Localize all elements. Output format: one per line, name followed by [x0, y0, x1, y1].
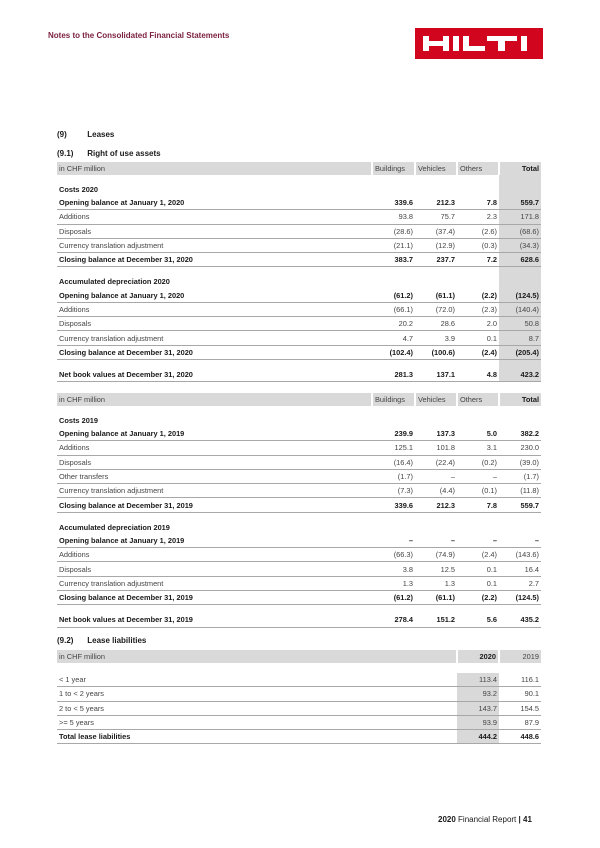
document-section-title: Notes to the Consolidated Financial Statements	[48, 31, 230, 40]
column-header: in CHF million	[57, 162, 372, 175]
column-header: in CHF million	[57, 393, 372, 406]
row-value: 2.7	[499, 576, 541, 590]
table-row	[57, 576, 541, 590]
hilti-logo	[415, 28, 543, 59]
spacer-cell	[415, 605, 457, 614]
section-title: Right of use assets	[87, 149, 161, 158]
spacer-cell	[415, 267, 457, 276]
row-value: 0.1	[457, 331, 499, 345]
spacer-cell	[499, 183, 541, 196]
row-value: (22.4)	[415, 455, 457, 469]
column-header: Total	[499, 162, 541, 175]
spacer-cell	[499, 267, 541, 276]
row-value: 90.1	[499, 687, 541, 701]
row-label: Additions	[57, 441, 372, 455]
column-header: 2019	[499, 650, 541, 663]
table-row	[57, 441, 541, 455]
row-label: 2 to < 5 years	[57, 701, 457, 715]
lease-liabilities-table	[57, 650, 541, 744]
row-value: 423.2	[499, 368, 541, 382]
row-value: 230.0	[499, 441, 541, 455]
spacer-cell	[57, 267, 372, 276]
row-value: (2.4)	[457, 548, 499, 562]
table-row	[57, 302, 541, 316]
row-value: (12.9)	[415, 238, 457, 252]
row-value: 16.4	[499, 562, 541, 576]
spacer-cell	[499, 512, 541, 521]
row-value: 143.7	[457, 701, 499, 715]
row-label: Additions	[57, 548, 372, 562]
row-value: (61.2)	[372, 590, 415, 604]
table-row	[57, 534, 541, 548]
row-value: (124.5)	[499, 288, 541, 302]
row-value: (68.6)	[499, 224, 541, 238]
table-row	[57, 331, 541, 345]
table-header-row	[57, 393, 541, 406]
row-value: 448.6	[499, 730, 541, 744]
spacer-cell	[57, 663, 457, 673]
row-value: (16.4)	[372, 455, 415, 469]
row-label: Additions	[57, 210, 372, 224]
section-number: (9.2)	[57, 636, 74, 645]
table-row	[57, 253, 541, 267]
table-row	[57, 590, 541, 604]
spacer-cell	[499, 275, 541, 288]
column-header: Total	[499, 393, 541, 406]
row-value: (2.2)	[457, 288, 499, 302]
row-value: 4.7	[372, 331, 415, 345]
row-value: (66.1)	[372, 302, 415, 316]
group-title-row	[57, 521, 541, 534]
row-value: 0.1	[457, 576, 499, 590]
spacer-cell	[372, 605, 415, 614]
column-header: 2020	[457, 650, 499, 663]
row-label: Additions	[57, 302, 372, 316]
row-label: Closing balance at December 31, 2019	[57, 498, 372, 512]
row-label: Total lease liabilities	[57, 730, 457, 744]
row-label: >= 5 years	[57, 715, 457, 729]
right-of-use-assets-2020-table	[57, 162, 541, 382]
section-title: Lease liabilities	[87, 636, 147, 645]
spacer-cell	[457, 512, 499, 521]
spacer-cell	[457, 359, 499, 368]
row-value: (61.1)	[415, 288, 457, 302]
spacer-row	[57, 663, 541, 673]
spacer-cell	[499, 406, 541, 414]
spacer-cell	[499, 663, 541, 673]
section-heading-right-of-use-assets	[57, 149, 161, 158]
row-value: –	[372, 534, 415, 548]
table-row	[57, 288, 541, 302]
row-value: (28.6)	[372, 224, 415, 238]
row-label: Opening balance at January 1, 2019	[57, 427, 372, 441]
footer-page-number: 41	[523, 815, 532, 824]
row-value: –	[457, 534, 499, 548]
row-value: 628.6	[499, 253, 541, 267]
group-title-row	[57, 275, 541, 288]
table-row	[57, 701, 541, 715]
spacer-cell	[499, 414, 541, 427]
hilti-logo-icon	[415, 28, 543, 59]
row-label: Disposals	[57, 455, 372, 469]
table-header-row	[57, 162, 541, 175]
row-value: (100.6)	[415, 345, 457, 359]
table-row	[57, 548, 541, 562]
row-value: (102.4)	[372, 345, 415, 359]
row-value: –	[499, 534, 541, 548]
row-value: (2.2)	[457, 590, 499, 604]
row-value: (205.4)	[499, 345, 541, 359]
table-row	[57, 427, 541, 441]
row-value: 93.8	[372, 210, 415, 224]
row-value: 339.6	[372, 196, 415, 210]
row-value: –	[457, 469, 499, 483]
row-value: (61.1)	[415, 590, 457, 604]
spacer-row	[57, 406, 541, 414]
row-label: 1 to < 2 years	[57, 687, 457, 701]
table-header-row	[57, 650, 541, 663]
row-value: 7.2	[457, 253, 499, 267]
spacer-row	[57, 175, 541, 183]
row-value: 5.0	[457, 427, 499, 441]
row-label: Opening balance at January 1, 2019	[57, 534, 372, 548]
right-of-use-assets-2019-table	[57, 393, 541, 628]
table-row	[57, 715, 541, 729]
group-title: Costs 2019	[59, 416, 99, 425]
table-row	[57, 498, 541, 512]
spacer-cell	[415, 512, 457, 521]
footer-report-name: Financial Report	[458, 815, 517, 824]
row-value: 125.1	[372, 441, 415, 455]
spacer-cell	[415, 406, 457, 414]
section-heading-leases	[57, 130, 114, 139]
spacer-cell	[57, 605, 372, 614]
spacer-cell	[457, 406, 499, 414]
row-value: 87.9	[499, 715, 541, 729]
row-value: 137.3	[415, 427, 457, 441]
page-footer	[438, 815, 532, 824]
table-row	[57, 224, 541, 238]
table-row	[57, 687, 541, 701]
spacer-cell	[457, 267, 499, 276]
row-value: (124.5)	[499, 590, 541, 604]
section-number: (9)	[57, 130, 67, 139]
table-row	[57, 368, 541, 382]
row-value: (0.2)	[457, 455, 499, 469]
row-value: 28.6	[415, 317, 457, 331]
row-value: –	[415, 469, 457, 483]
row-value: 7.8	[457, 498, 499, 512]
row-value: (2.6)	[457, 224, 499, 238]
row-value: 444.2	[457, 730, 499, 744]
row-label: Closing balance at December 31, 2020	[57, 345, 372, 359]
row-value: (2.4)	[457, 345, 499, 359]
row-value: (37.4)	[415, 224, 457, 238]
column-header: Others	[457, 393, 499, 406]
row-value: (39.0)	[499, 455, 541, 469]
group-title-row	[57, 183, 541, 196]
column-header: Buildings	[372, 162, 415, 175]
row-value: 171.8	[499, 210, 541, 224]
row-value: (1.7)	[499, 469, 541, 483]
spacer-row	[57, 359, 541, 368]
row-value: 383.7	[372, 253, 415, 267]
row-value: 0.1	[457, 562, 499, 576]
section-heading-lease-liabilities	[57, 636, 146, 645]
column-header: Vehicles	[415, 393, 457, 406]
row-label: Currency translation adjustment	[57, 238, 372, 252]
row-label: Currency translation adjustment	[57, 484, 372, 498]
table-row	[57, 238, 541, 252]
group-title-row	[57, 414, 541, 427]
table-row	[57, 730, 541, 744]
row-value: 559.7	[499, 498, 541, 512]
row-value: (0.1)	[457, 484, 499, 498]
row-label: Opening balance at January 1, 2020	[57, 288, 372, 302]
row-value: 278.4	[372, 613, 415, 627]
column-header: in CHF million	[57, 650, 457, 663]
group-title: Accumulated depreciation 2019	[59, 522, 170, 532]
table-row	[57, 469, 541, 483]
row-value: 3.8	[372, 562, 415, 576]
footer-separator: |	[518, 815, 521, 824]
section-number: (9.1)	[57, 149, 74, 158]
row-value: 154.5	[499, 701, 541, 715]
row-value: (61.2)	[372, 288, 415, 302]
spacer-cell	[457, 605, 499, 614]
table-row	[57, 345, 541, 359]
row-value: 5.6	[457, 613, 499, 627]
spacer-cell	[415, 359, 457, 368]
row-value: (66.3)	[372, 548, 415, 562]
row-value: (143.6)	[499, 548, 541, 562]
row-value: 3.9	[415, 331, 457, 345]
row-value: (4.4)	[415, 484, 457, 498]
row-value: 20.2	[372, 317, 415, 331]
row-value: (11.8)	[499, 484, 541, 498]
row-value: 113.4	[457, 673, 499, 687]
spacer-cell	[372, 267, 415, 276]
spacer-cell	[499, 605, 541, 614]
row-value: 3.1	[457, 441, 499, 455]
spacer-cell	[372, 359, 415, 368]
row-value: (140.4)	[499, 302, 541, 316]
row-value: 8.7	[499, 331, 541, 345]
spacer-cell	[499, 359, 541, 368]
row-label: Disposals	[57, 317, 372, 331]
row-label: Net book values at December 31, 2020	[57, 368, 372, 382]
spacer-cell	[57, 512, 372, 521]
group-title: Accumulated depreciation 2020	[59, 277, 170, 287]
table-row	[57, 455, 541, 469]
spacer-row	[57, 605, 541, 614]
spacer-cell	[57, 175, 372, 183]
row-value: 93.2	[457, 687, 499, 701]
row-value: 237.7	[415, 253, 457, 267]
row-value: (21.1)	[372, 238, 415, 252]
spacer-cell	[499, 175, 541, 183]
row-value: 93.9	[457, 715, 499, 729]
row-label: Disposals	[57, 224, 372, 238]
row-label: < 1 year	[57, 673, 457, 687]
row-label: Net book values at December 31, 2019	[57, 613, 372, 627]
column-header: Buildings	[372, 393, 415, 406]
row-value: (2.3)	[457, 302, 499, 316]
spacer-row	[57, 512, 541, 521]
row-value: 212.3	[415, 196, 457, 210]
row-value: 239.9	[372, 427, 415, 441]
table-row	[57, 613, 541, 627]
table-row	[57, 317, 541, 331]
spacer-cell	[499, 521, 541, 534]
spacer-cell	[457, 175, 499, 183]
row-value: 212.3	[415, 498, 457, 512]
column-header: Vehicles	[415, 162, 457, 175]
row-value: 1.3	[372, 576, 415, 590]
row-value: –	[415, 534, 457, 548]
row-value: 339.6	[372, 498, 415, 512]
row-value: 151.2	[415, 613, 457, 627]
row-value: 137.1	[415, 368, 457, 382]
row-label: Currency translation adjustment	[57, 576, 372, 590]
row-value: 4.8	[457, 368, 499, 382]
row-value: (72.0)	[415, 302, 457, 316]
row-value: 281.3	[372, 368, 415, 382]
section-title: Leases	[87, 130, 115, 139]
table-row	[57, 210, 541, 224]
row-label: Closing balance at December 31, 2019	[57, 590, 372, 604]
row-value: 116.1	[499, 673, 541, 687]
row-value: 1.3	[415, 576, 457, 590]
row-label: Disposals	[57, 562, 372, 576]
row-value: 50.8	[499, 317, 541, 331]
row-value: 382.2	[499, 427, 541, 441]
row-label: Other transfers	[57, 469, 372, 483]
spacer-cell	[57, 406, 372, 414]
spacer-row	[57, 267, 541, 276]
row-value: (0.3)	[457, 238, 499, 252]
spacer-cell	[372, 175, 415, 183]
spacer-cell	[372, 406, 415, 414]
row-value: 75.7	[415, 210, 457, 224]
row-value: (7.3)	[372, 484, 415, 498]
row-label: Currency translation adjustment	[57, 331, 372, 345]
row-value: 435.2	[499, 613, 541, 627]
row-value: 2.0	[457, 317, 499, 331]
row-value: (1.7)	[372, 469, 415, 483]
row-value: 559.7	[499, 196, 541, 210]
row-value: (74.9)	[415, 548, 457, 562]
spacer-cell	[57, 359, 372, 368]
row-label: Opening balance at January 1, 2020	[57, 196, 372, 210]
column-header: Others	[457, 162, 499, 175]
group-title: Costs 2020	[59, 185, 99, 194]
row-value: 2.3	[457, 210, 499, 224]
row-value: (34.3)	[499, 238, 541, 252]
table-row	[57, 673, 541, 687]
row-value: 7.8	[457, 196, 499, 210]
row-value: 12.5	[415, 562, 457, 576]
spacer-cell	[415, 175, 457, 183]
table-row	[57, 484, 541, 498]
footer-year: 2020	[438, 815, 456, 824]
spacer-cell	[372, 512, 415, 521]
table-row	[57, 562, 541, 576]
spacer-cell	[457, 663, 499, 673]
table-row	[57, 196, 541, 210]
row-label: Closing balance at December 31, 2020	[57, 253, 372, 267]
row-value: 101.8	[415, 441, 457, 455]
